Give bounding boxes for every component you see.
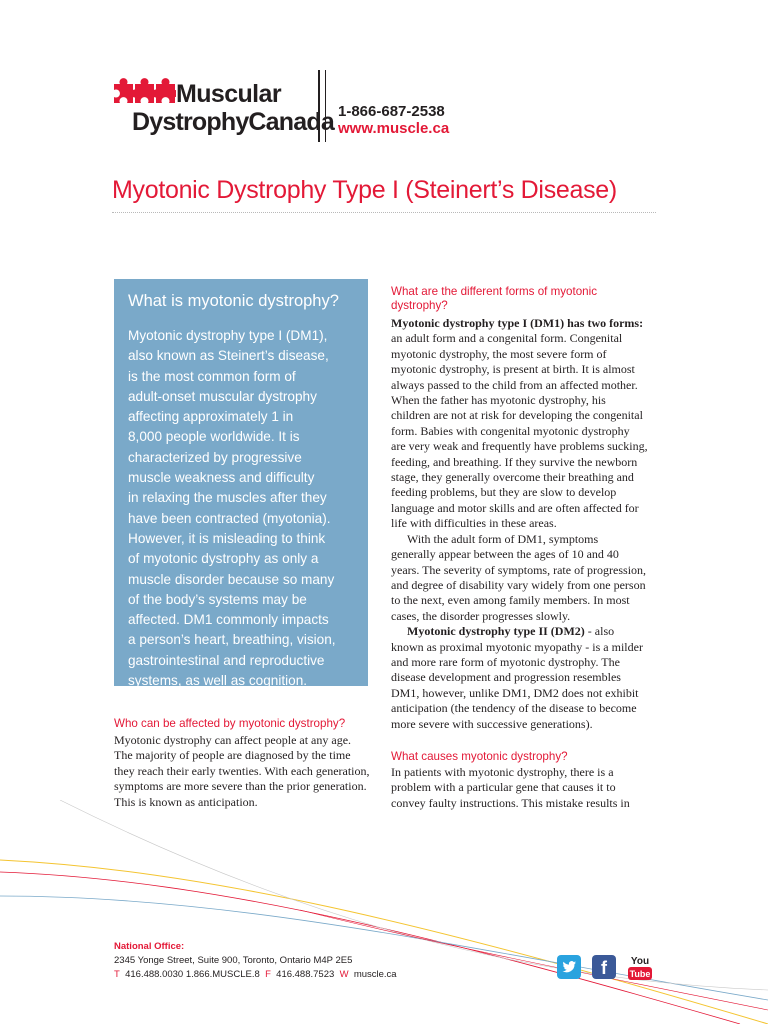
footer-contact <box>114 940 397 982</box>
paragraph-line: life with difficulties in these areas. <box>391 516 557 531</box>
forms-paragraph <box>391 316 648 732</box>
paragraph-line: more severe with successive generations). <box>391 716 593 731</box>
paragraph-line: cases, the disorder progresses slowly. <box>391 608 571 623</box>
callout-line: of myotonic dystrophy as only a <box>128 551 319 567</box>
callout-line: characterized by progressive <box>128 449 302 465</box>
decorative-swoosh-lines <box>0 800 768 1024</box>
paragraph-line: are very weak and frequently have problems sucking, <box>391 439 648 454</box>
dm2-lead-rest: - also <box>584 624 615 639</box>
paragraph-line: problem with a particular gene that causes it to <box>391 780 616 795</box>
logo-text-dystrophy-canada: DystrophyCanada <box>132 108 334 136</box>
logo-text-muscular: Muscular <box>176 80 281 108</box>
paragraph-line: feeding problems, but they are slow to develop <box>391 485 617 500</box>
dm1-forms-lead: Myotonic dystrophy type I (DM1) has two forms: <box>391 316 644 330</box>
paragraph-line: language and motor skills and are often affected for <box>391 500 639 515</box>
paragraph-line: anticipation (the tendency of the disease to become <box>391 701 637 716</box>
web-label: W <box>339 969 349 980</box>
paragraph-line: symptoms are more severe than the prior generation. <box>114 779 367 794</box>
telephone-label: T <box>114 969 120 980</box>
callout-line: However, it is misleading to think <box>128 530 326 546</box>
paragraph-line: they reach their early twenties. With each generation, <box>114 763 370 778</box>
paragraph-line: feeding, and breathing. If they survive the newborn <box>391 454 638 469</box>
office-address: 2345 Yonge Street, Suite 900, Toronto, Ontario M4P 2E5 <box>114 955 353 966</box>
contact-line <box>114 968 397 982</box>
paragraph-line: With the adult form of DM1, symptoms <box>407 531 599 546</box>
forms-heading-line: What are the different forms of myotonic <box>391 285 597 298</box>
paragraph-line: This is known as anticipation. <box>114 794 258 809</box>
paragraph-line: always passed to the child from an affected mother. <box>391 377 638 392</box>
fax-number: 416.488.7523 <box>276 969 335 980</box>
causes-heading <box>391 750 568 764</box>
who-heading <box>114 717 345 731</box>
paragraph-line: convey faulty instructions. This mistake results in <box>391 795 630 810</box>
dm2-lead: Myotonic dystrophy type II (DM2) <box>407 624 585 639</box>
paragraph-line: myotonic dystrophy, is present at birth. It is almost <box>391 362 635 377</box>
paragraph-line: DM1, however, unlike DM1, DM2 does not exhibit <box>391 685 639 700</box>
callout-line: adult-onset muscular dystrophy <box>128 388 317 404</box>
paragraph-line: stage, they generally overcome their breathing and <box>391 470 634 485</box>
paragraph-line: form. Babies with congenital myotonic dystrophy <box>391 423 630 438</box>
paragraph-line: and degree of disability vary widely from one person <box>391 577 646 592</box>
callout-body <box>128 326 368 691</box>
causes-heading-text: What causes myotonic dystrophy? <box>391 750 568 763</box>
twitter-bird-icon <box>557 955 581 979</box>
paragraph-line: years. The severity of symptoms, rate of progression, <box>391 562 647 577</box>
callout-line: systems, as well as cognition. <box>128 673 308 689</box>
callout-line: muscle disorder because so many <box>128 571 335 587</box>
document-title: Myotonic Dystrophy Type I (Steinert’s Disease) <box>112 176 617 204</box>
header-divider <box>318 70 326 142</box>
national-office-label: National Office: <box>114 941 185 952</box>
callout-line: 8,000 people worldwide. It is <box>128 429 300 445</box>
forms-heading <box>391 285 597 313</box>
callout-line: of the body’s systems may be <box>128 591 307 607</box>
callout-line: Myotonic dystrophy type I (DM1), <box>128 328 328 343</box>
callout-line: gastrointestinal and reproductive <box>128 652 325 668</box>
youtube-you-text: You <box>630 956 650 967</box>
paragraph-line <box>391 624 648 639</box>
paragraph-line: to the next, even among family members. In most <box>391 593 630 608</box>
youtube-tube-text: Tube <box>629 969 651 979</box>
paragraph-line: In patients with myotonic dystrophy, there is a <box>391 765 614 779</box>
who-heading-text: Who can be affected by myotonic dystrophy? <box>114 717 346 730</box>
callout-line: have been contracted (myotonia). <box>128 510 331 526</box>
paragraph-line: known as proximal myotonic myopathy - is a milder <box>391 639 643 654</box>
paragraph-line: Myotonic dystrophy can affect people at any age. <box>114 733 352 747</box>
web-address[interactable]: muscle.ca <box>353 969 397 980</box>
paragraph-line: myotonic dystrophy, the most severe form of <box>391 346 607 361</box>
phone-number: 1-866-687-2538 <box>338 103 445 120</box>
paragraph-line: and more rare form of myotonic dystrophy. The <box>391 654 620 669</box>
paragraph-line: generally appear between the ages of 10 and 40 <box>391 547 619 562</box>
callout-line: muscle weakness and difficulty <box>128 470 315 486</box>
paragraph-line: When the father has myotonic dystrophy, his <box>391 393 606 408</box>
youtube-icon[interactable] <box>628 953 652 981</box>
title-divider <box>112 212 656 213</box>
fax-label: F <box>265 969 271 980</box>
website-link[interactable]: www.muscle.ca <box>338 120 450 137</box>
callout-line: is the most common form of <box>128 368 296 384</box>
who-paragraph <box>114 733 370 810</box>
muscular-dystrophy-canada-puzzle-logo-icon <box>112 76 176 106</box>
callout-line: a person’s heart, breathing, vision, <box>128 632 336 648</box>
paragraph-line: children are not at risk for developing the congenital <box>391 408 643 423</box>
twitter-icon[interactable] <box>557 955 581 979</box>
callout-line: in relaxing the muscles after they <box>128 490 327 506</box>
telephone-number: 416.488.0030 1.866.MUSCLE.8 <box>125 969 260 980</box>
facebook-icon[interactable]: f <box>592 955 616 979</box>
forms-heading-line: dystrophy? <box>391 299 448 312</box>
callout-heading: What is myotonic dystrophy? <box>128 292 339 310</box>
callout-line: affected. DM1 commonly impacts <box>128 612 329 628</box>
paragraph-line <box>391 316 648 331</box>
callout-line: also known as Steinert’s disease, <box>128 348 329 364</box>
callout-line: affecting approximately 1 in <box>128 409 294 425</box>
what-is-callout-box <box>114 279 368 689</box>
paragraph-line: The majority of people are diagnosed by the time <box>114 748 351 763</box>
paragraph-line: an adult form and a congenital form. Congenital <box>391 331 623 346</box>
paragraph-line: disease development and progression resembles <box>391 670 621 685</box>
